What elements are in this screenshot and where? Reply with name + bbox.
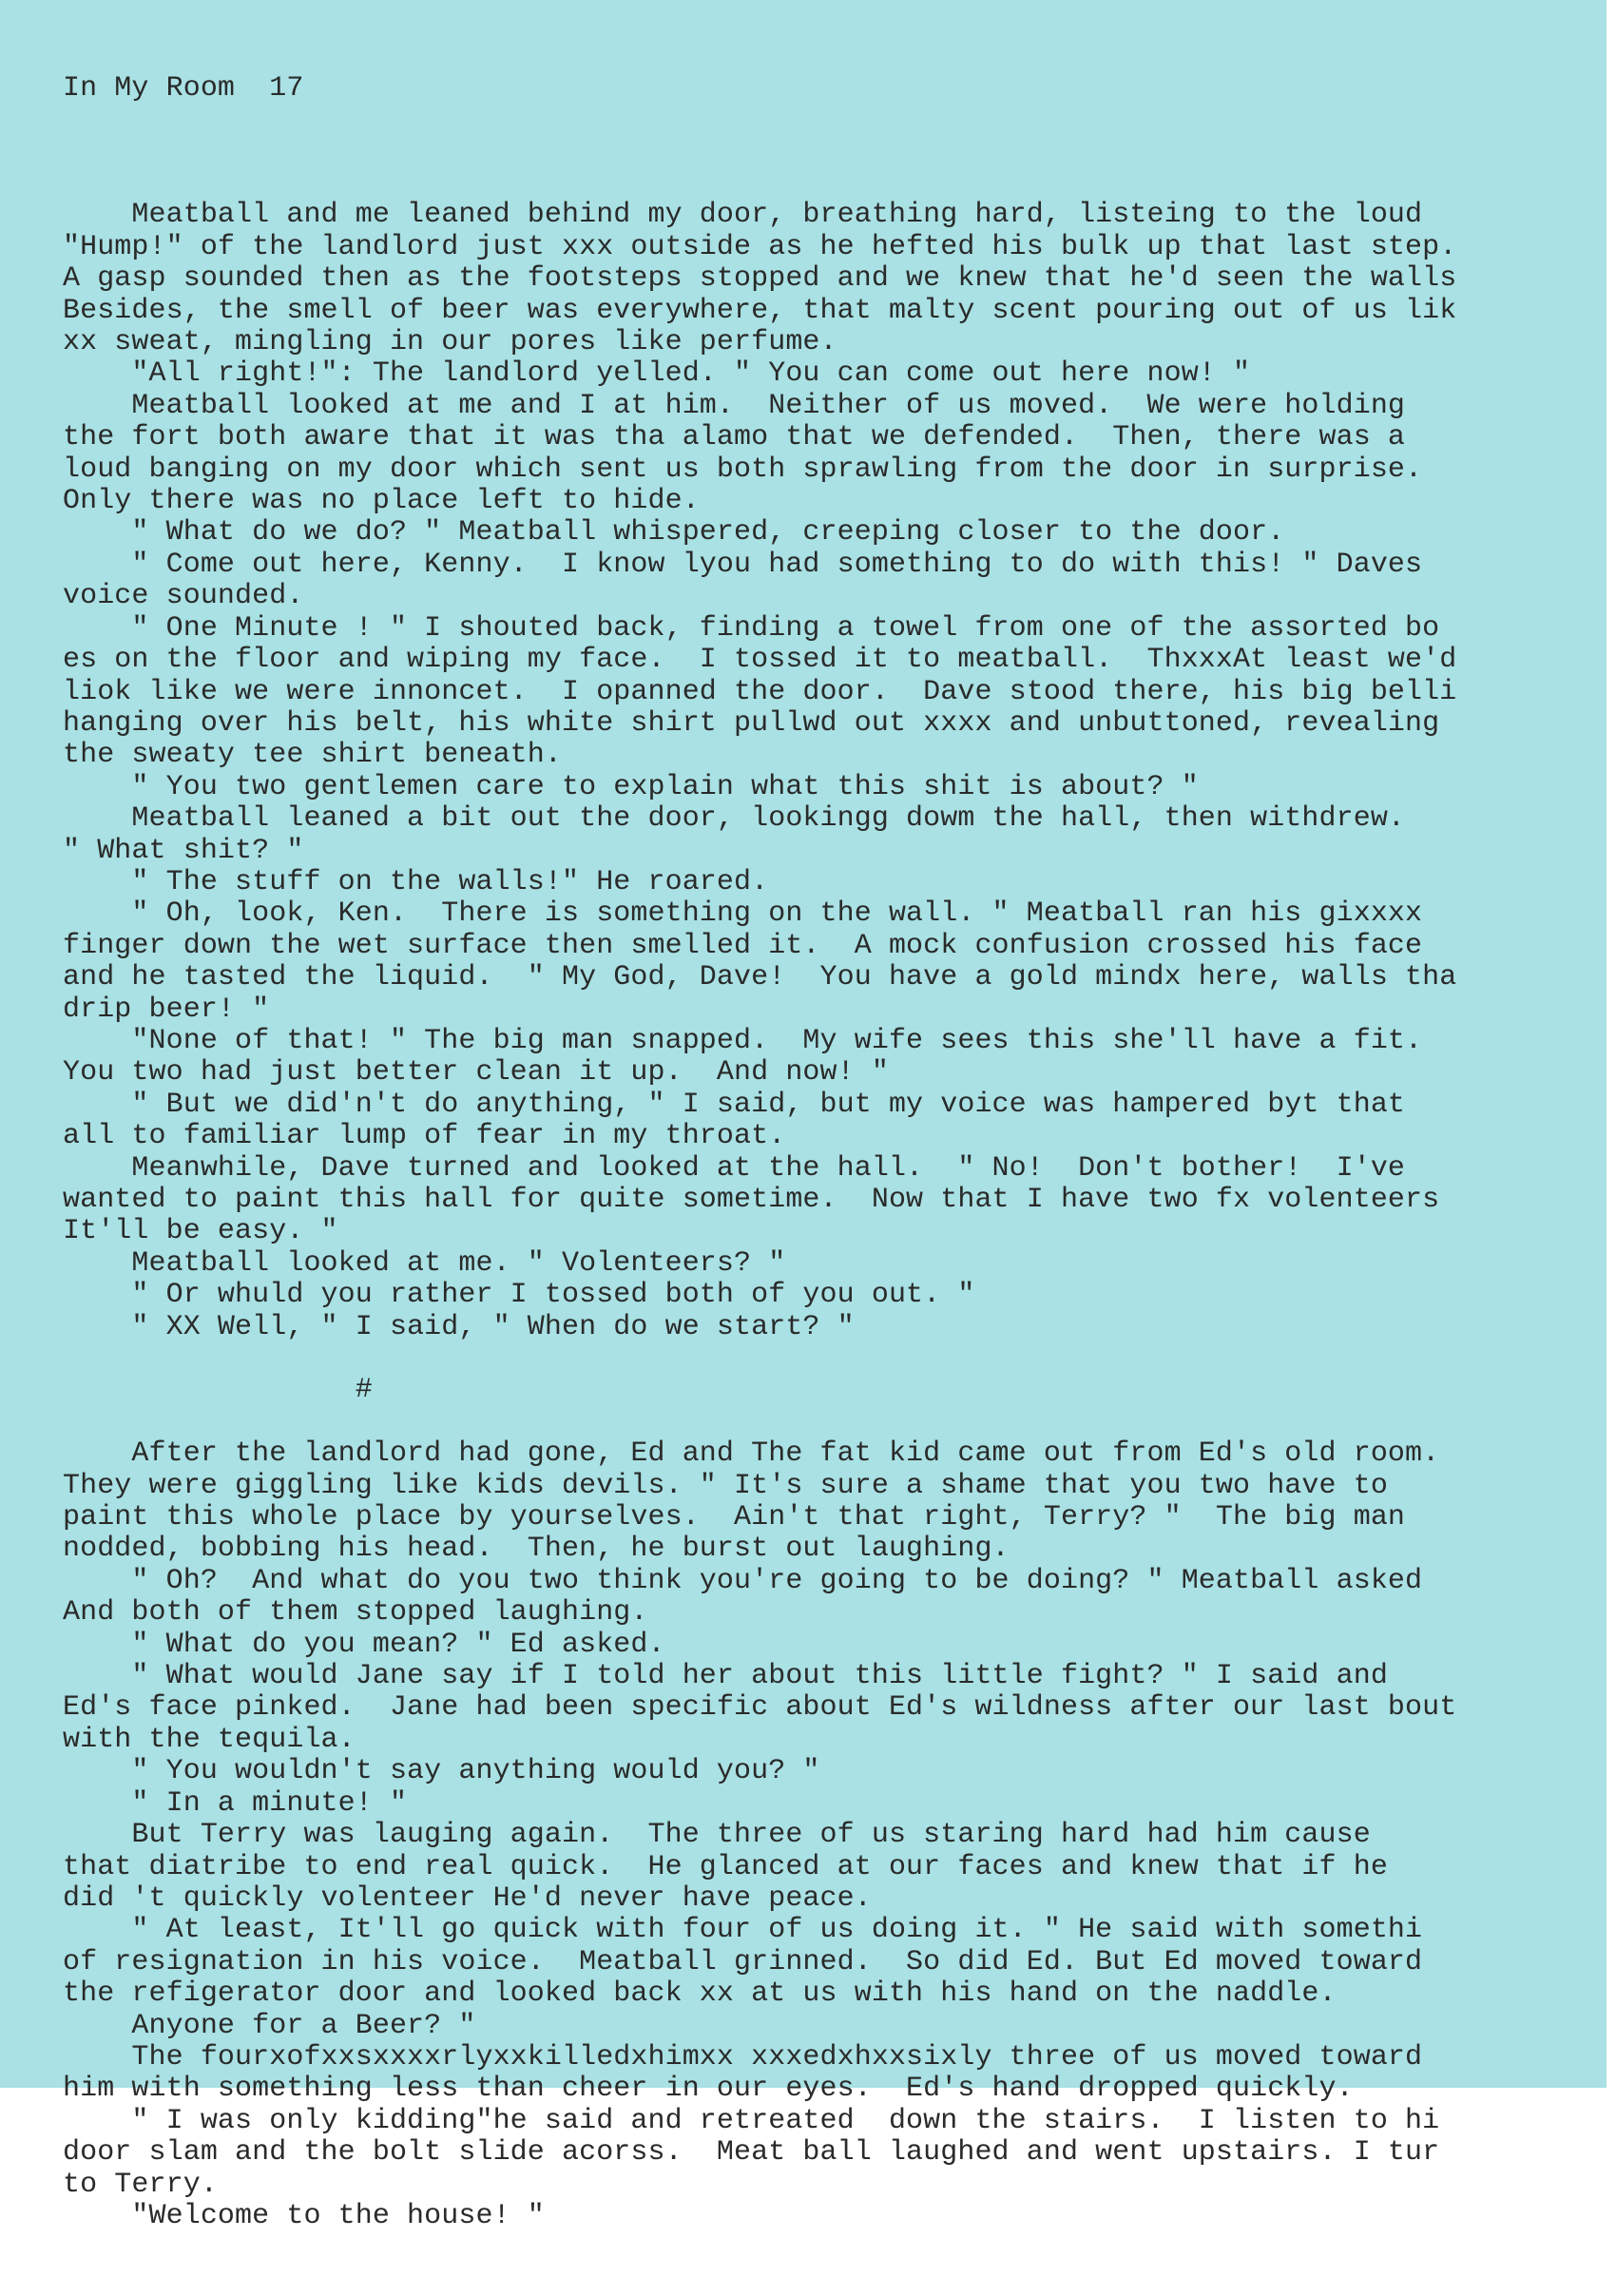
text-line: " What would Jane say if I told her about this little fight? " I said and: [63, 1660, 1388, 1693]
text-line: him with something less than cheer in our eyes. Ed's hand dropped quickly.: [63, 2073, 1354, 2106]
text-line: A gasp sounded then as the footsteps stopped and we knew that he'd seen the walls: [63, 262, 1457, 296]
text-line: And both of them stopped laughing.: [63, 1596, 648, 1630]
text-line: Ed's face pinked. Jane had been specific about Ed's wildness after our last bout: [63, 1691, 1457, 1725]
text-line: The fourxofxxsxxxxrlyxxkilledxhimxx xxxedxhxxsixly three of us moved toward: [63, 2040, 1423, 2074]
text-line: loud banging on my door which sent us both sprawling from the door in surprise.: [63, 453, 1423, 486]
text-line: " At least, It'll go quick with four of us doing it. " He said with somethi: [63, 1914, 1423, 1947]
text-line: [63, 1407, 1606, 1438]
text-line: Meatball looked at me and I at him. Neither of us moved. We were holding: [63, 389, 1406, 422]
text-line: " You two gentlemen care to explain what this shit is about? ": [63, 770, 1199, 803]
text-line: finger down the wet surface then smelled it. A mock confusion crossed his face: [63, 929, 1423, 962]
text-line: " Come out here, Kenny. I know lyou had something to do with this! " Daves: [63, 548, 1423, 581]
text-line: Only there was no place left to hide.: [63, 485, 700, 518]
text-line: nodded, bobbing his head. Then, he burst out laughing.: [63, 1533, 1010, 1566]
text-line: But Terry was lauging again. The three of us staring hard had him cause: [63, 1819, 1371, 1852]
text-line: " In a minute! ": [63, 1786, 408, 1820]
text-line: the refigerator door and looked back xx at us with his hand on the naddle.: [63, 1978, 1337, 2011]
text-line: Anyone for a Beer? ": [63, 2009, 476, 2042]
manuscript-lines: [63, 168, 1606, 2232]
text-line: " I was only kidding"he said and retreated down the stairs. I listen to hi: [63, 2104, 1440, 2137]
text-line: " XX Well, " I said, " When do we start? ": [63, 1310, 855, 1343]
text-line: " Oh? And what do you two think you're going to be doing? " Meatball asked: [63, 1564, 1423, 1597]
text-line: "Welcome to the house! ": [63, 2199, 545, 2232]
text-line: "All right!": The landlord yelled. " You can come out here now! ": [63, 357, 1251, 391]
text-line: " Or whuld you rather I tossed both of you out. ": [63, 1279, 975, 1312]
text-line: " You wouldn't say anything would you? ": [63, 1755, 820, 1788]
text-line: liok like we were innoncet. I opanned the door. Dave stood there, his big belli: [63, 675, 1457, 708]
text-line: Meatball and me leaned behind my door, breathing hard, listeing to the loud: [63, 199, 1423, 232]
text-line: " The stuff on the walls!" He roared.: [63, 865, 769, 898]
page-body: [63, 10, 1606, 2296]
text-line: all to familiar lump of fear in my throat.: [63, 1120, 786, 1153]
text-line: drip beer! ": [63, 993, 270, 1026]
text-line: After the landlord had gone, Ed and The fat kid came out from Ed's old room.: [63, 1437, 1440, 1471]
text-line: You two had just better clean it up. And now! ": [63, 1056, 889, 1090]
text-line: " Oh, look, Ken. There is something on the wall. " Meatball ran his gixxxx: [63, 897, 1423, 931]
text-line: " What do you mean? " Ed asked.: [63, 1628, 665, 1661]
text-line: " One Minute ! " I shouted back, finding a towel from one of the assorted bo: [63, 611, 1440, 645]
text-line: xx sweat, mingling in our pores like perfume.: [63, 326, 837, 359]
text-line: with the tequila.: [63, 1723, 356, 1756]
text-line: They were giggling like kids devils. " It's sure a shame that you two have to: [63, 1469, 1388, 1502]
text-line: that diatribe to end real quick. He glanced at our faces and knew that if he: [63, 1850, 1388, 1883]
text-line: Meanwhile, Dave turned and looked at the hall. " No! Don't bother! I've: [63, 1151, 1406, 1185]
text-line: the fort both aware that it was tha alamo that we defended. Then, there was a: [63, 421, 1406, 454]
text-line: voice sounded.: [63, 580, 304, 613]
page-header: In My Room 17: [63, 71, 304, 105]
text-line: door slam and the bolt slide acorss. Meat ball laughed and went upstairs. I tur: [63, 2136, 1440, 2170]
text-line: Meatball leaned a bit out the door, lookingg dowm the hall, then withdrew.: [63, 802, 1406, 836]
text-line: to Terry.: [63, 2168, 218, 2201]
text-line: paint this whole place by yourselves. Ain't that right, Terry? " The big man: [63, 1501, 1406, 1534]
text-line: wanted to paint this hall for quite sometime. Now that I have two fx volenteers: [63, 1184, 1440, 1217]
text-line: Besides, the smell of beer was everywhere, that malty scent pouring out of us lik: [63, 294, 1457, 327]
text-line: Meatball looked at me. " Volenteers? ": [63, 1246, 786, 1280]
text-line: "Hump!" of the landlord just xxx outside as he hefted his bulk up that last step.: [63, 230, 1457, 263]
text-line: of resignation in his voice. Meatball grinned. So did Ed. But Ed moved toward: [63, 1945, 1423, 1978]
text-line: It'll be easy. ": [63, 1215, 338, 1248]
text-line: did 't quickly volenteer He'd never have peace.: [63, 1881, 872, 1915]
text-line: #: [63, 1374, 373, 1407]
text-line: " What do we do? " Meatball whispered, creeping closer to the door.: [63, 516, 1285, 550]
text-line: [63, 1343, 1606, 1375]
text-line: hanging over his belt, his white shirt pullwd out xxxx and unbuttoned, revealing: [63, 706, 1440, 740]
text-line: and he tasted the liquid. " My God, Dave! You have a gold mindx here, walls tha: [63, 961, 1457, 994]
text-line: "None of that! " The big man snapped. My wife sees this she'll have a fit.: [63, 1024, 1423, 1057]
text-line: es on the floor and wiping my face. I tossed it to meatball. ThxxxAt least we'd: [63, 644, 1457, 677]
text-line: [63, 168, 1606, 200]
text-line: the sweaty tee shirt beneath.: [63, 739, 562, 772]
text-line: " But we did'n't do anything, " I said, but my voice was hampered byt that: [63, 1088, 1406, 1121]
text-line: " What shit? ": [63, 834, 304, 867]
